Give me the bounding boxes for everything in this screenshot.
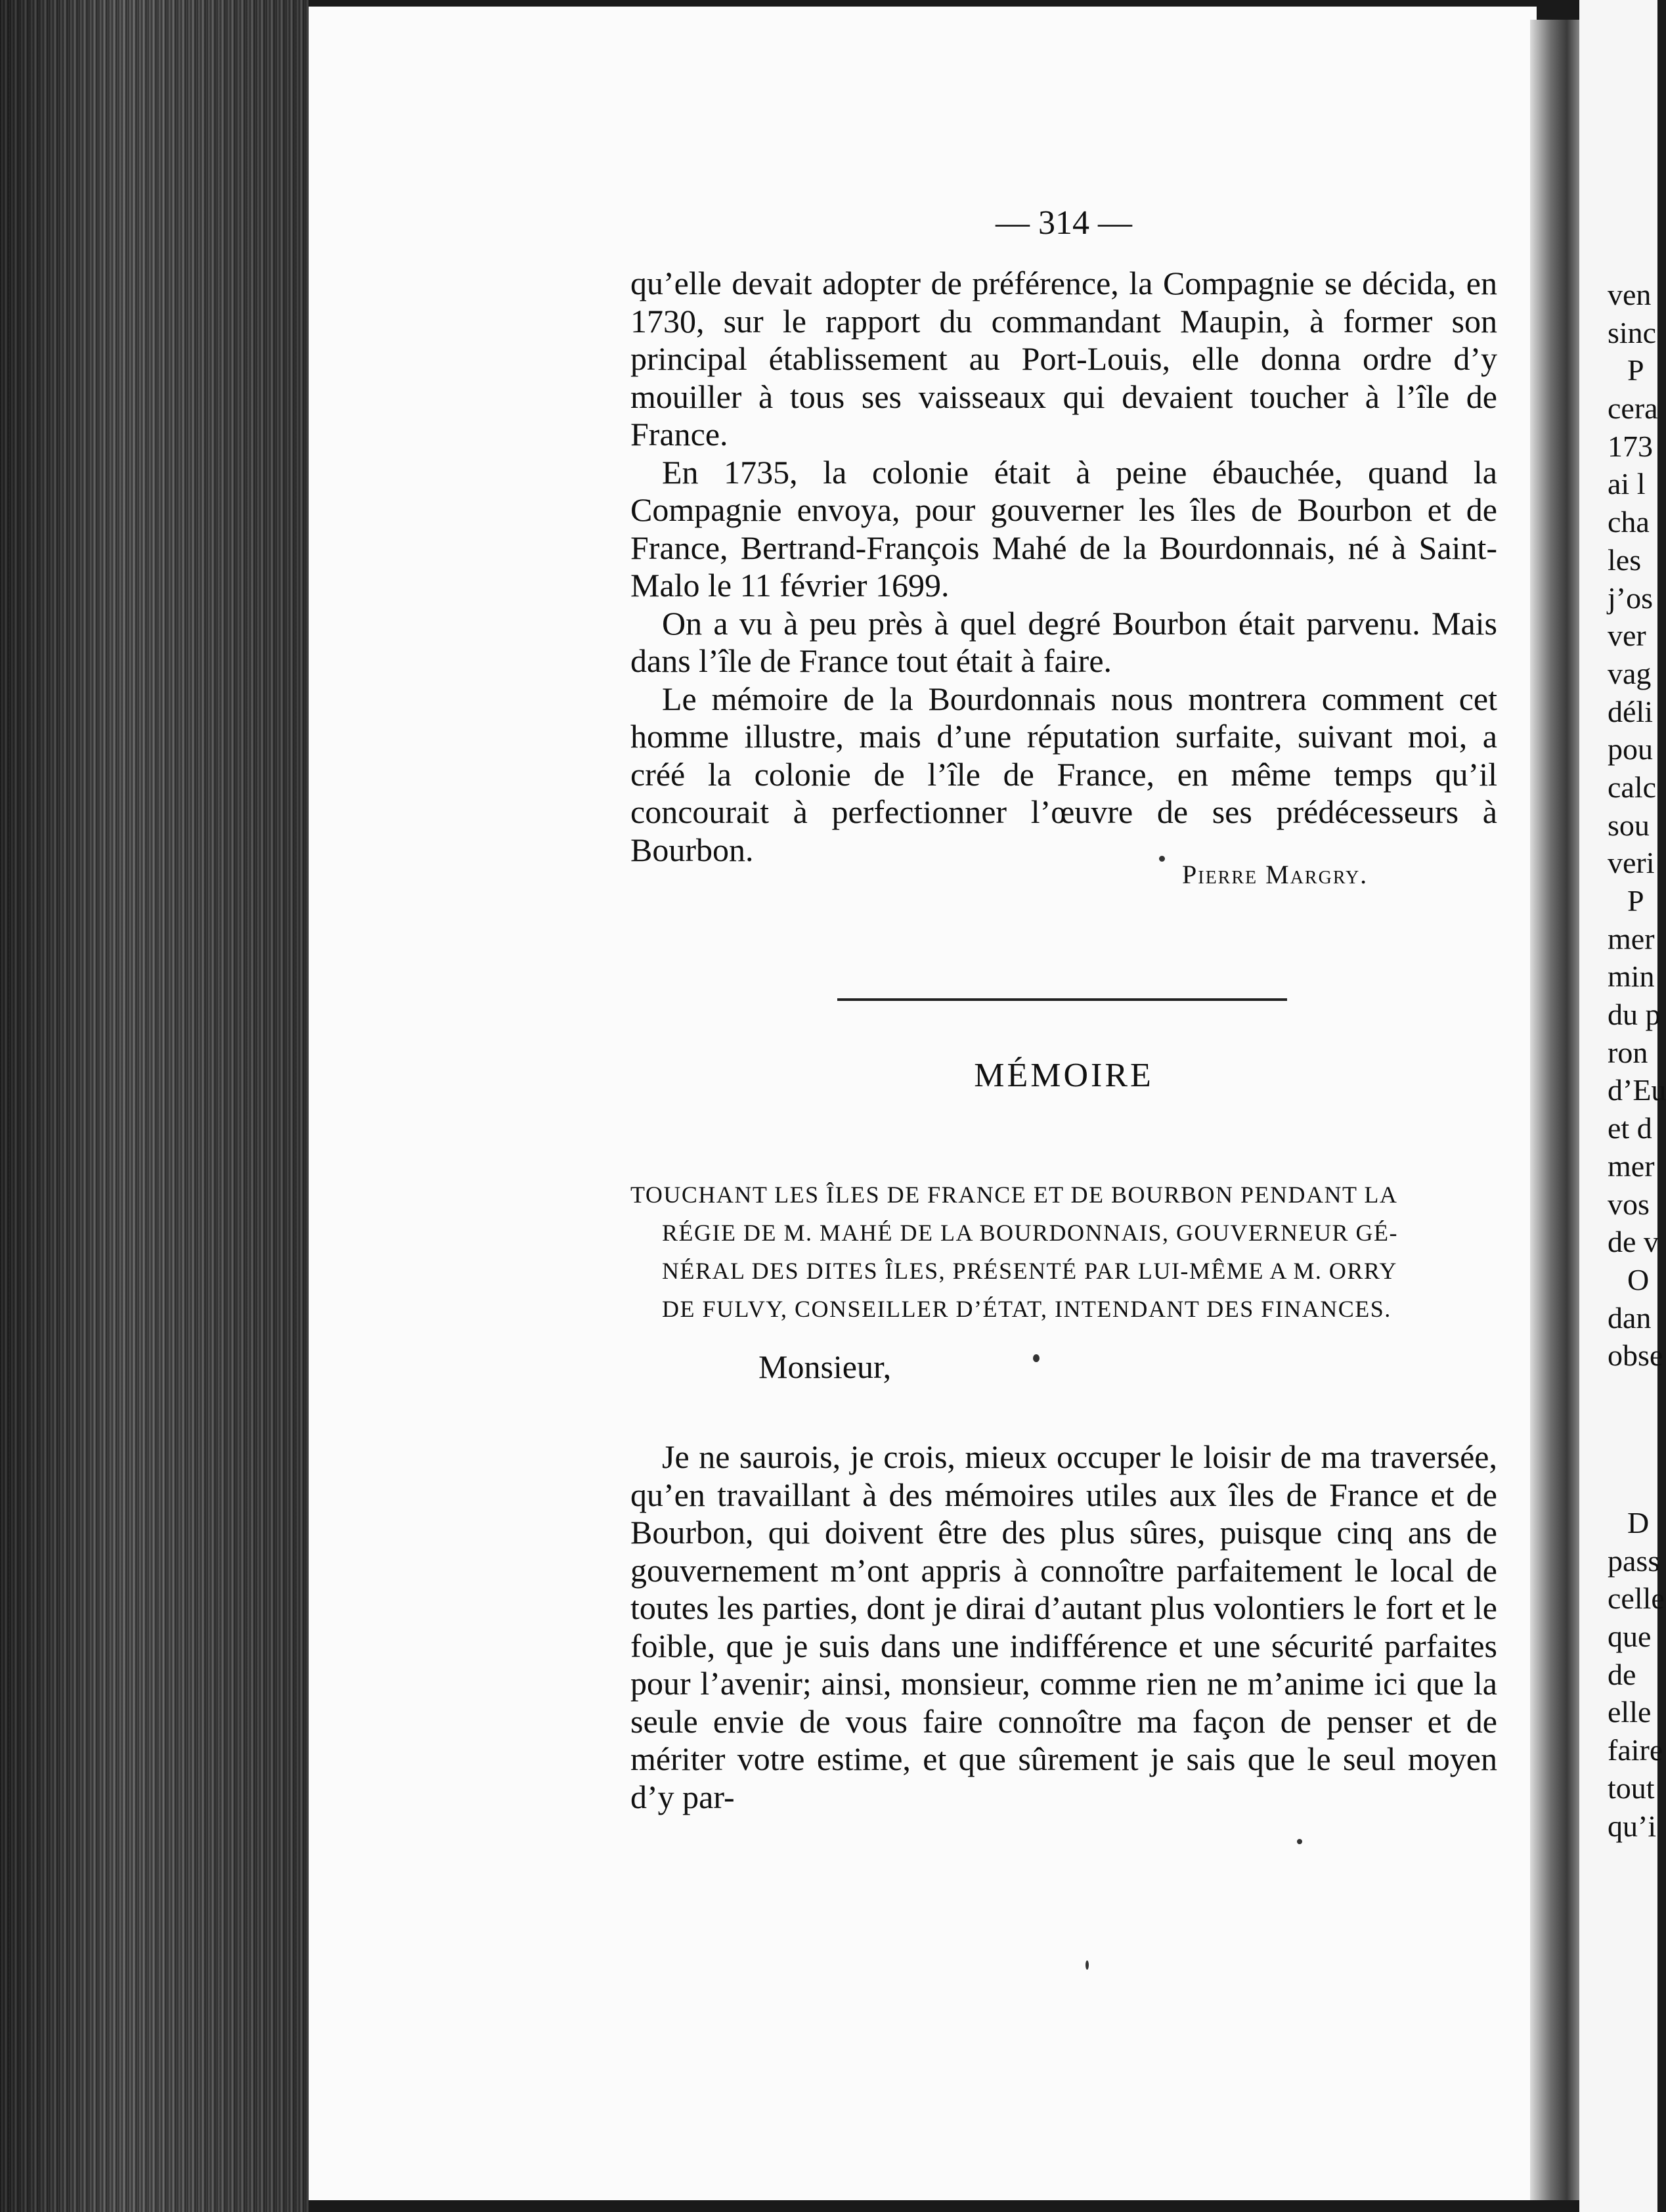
book-fore-edge	[0, 0, 309, 2212]
body-text-letter	[630, 1438, 1497, 1816]
fragment: O	[1627, 1262, 1650, 1296]
fragment: que	[1608, 1620, 1652, 1654]
book-gutter	[1530, 20, 1583, 2200]
fragment: déli	[1608, 694, 1653, 728]
subtitle-line: DE FULVY, CONSEILLER D’ÉTAT, INTENDANT DES FINANCES.	[662, 1296, 1392, 1322]
fragment: vos	[1608, 1187, 1650, 1221]
fragment: obse	[1608, 1338, 1663, 1373]
section-title: MÉMOIRE	[974, 1057, 1154, 1094]
fragment: de	[1608, 1657, 1636, 1691]
fragment: ven	[1608, 278, 1652, 311]
fragment: et d	[1608, 1111, 1652, 1145]
fragment: min	[1608, 960, 1655, 994]
fragment: qu’i	[1608, 1809, 1657, 1843]
fragment: cera	[1608, 391, 1658, 426]
fragment: ron	[1608, 1035, 1648, 1069]
fragment: elle	[1608, 1695, 1652, 1729]
fragment: pou	[1608, 732, 1653, 766]
ink-speck	[1085, 1960, 1089, 1970]
ink-speck	[1159, 856, 1165, 862]
fragment: P	[1627, 353, 1644, 387]
subtitle-line: NÉRAL DES DITES ÎLES, PRÉSENTÉ PAR LUI-MÊME A M. ORRY	[662, 1258, 1397, 1284]
paragraph: Je ne saurois, je crois, mieux occuper le loisir de ma traversée, qu’en travaillant à des mémoires utiles aux îles de France et de Bourbon, qui doivent être des plus sûres, puisque cinq ans de gouvernement m’ont appris à connoître parfaitement le local de toutes les parties, dont je dirai d’autant plus volontiers le fort et le foible, que je suis dans une indifférence et une sécurité parfaites pour l’avenir; ainsi, monsieur, comme rien ne m’anime ici que la seule envie de vous faire connoître ma façon de penser et de mériter votre estime, et que sûrement je sais que le seul moyen d’y par-	[630, 1438, 1497, 1815]
fragment: pass	[1608, 1543, 1660, 1578]
fragment: calc	[1608, 770, 1657, 804]
fragment: cha	[1608, 505, 1650, 539]
ink-speck	[1297, 1839, 1302, 1844]
paragraph: On a vu à peu près à quel degré Bourbon était parvenu. Mais dans l’île de France tout était à faire.	[630, 604, 1497, 679]
page-number: — 314 —	[996, 204, 1132, 242]
fragment: dan	[1608, 1300, 1652, 1335]
salutation: Monsieur,	[758, 1348, 892, 1385]
right-page-fragments-bottom	[1608, 1504, 1665, 1845]
fragment: sou	[1608, 808, 1650, 842]
fragment: ver	[1608, 619, 1646, 653]
section-subtitle	[630, 1176, 1497, 1328]
fragment: j’os	[1608, 581, 1653, 615]
fragment: tout	[1608, 1771, 1655, 1805]
right-page-fragments-top	[1608, 276, 1666, 1375]
fragment: 173	[1608, 429, 1653, 463]
fragment: ai l	[1608, 467, 1646, 501]
fragment: veri	[1608, 846, 1655, 880]
paragraph: En 1735, la colonie était à peine ébauchée, quand la Compagnie envoya, pour gouverner les îles de Bourbon et de France, Bertrand-François Mahé de la Bourdonnais, né à Saint-Malo le 11 février 1699.	[630, 453, 1497, 604]
fragment: D	[1627, 1506, 1650, 1539]
fragment: vag	[1608, 656, 1652, 690]
fragment: faire	[1608, 1733, 1663, 1767]
fragment: mer	[1608, 1149, 1655, 1183]
author-signature: Pierre Margry.	[1182, 860, 1369, 889]
fragment: mer	[1608, 921, 1655, 956]
fragment: les	[1608, 542, 1642, 577]
ink-speck	[1033, 1354, 1040, 1362]
paragraph: qu’elle devait adopter de préférence, la Compagnie se décida, en 1730, sur le rapport du commandant Maupin, à former son principal établissement au Port-Louis, elle donna ordre d’y mouiller à tous ses vaisseaux qui devaient toucher à l’île de France.	[630, 265, 1497, 453]
subtitle-line: RÉGIE DE M. MAHÉ DE LA BOURDONNAIS, GOUVERNEUR GÉ-	[662, 1220, 1398, 1246]
subtitle-line: TOUCHANT LES ÎLES DE FRANCE ET DE BOURBON PENDANT LA	[630, 1182, 1398, 1208]
section-divider	[837, 998, 1287, 1001]
body-text-top	[630, 265, 1497, 869]
fragment: P	[1627, 884, 1644, 918]
paragraph: Le mémoire de la Bourdonnais nous montrera comment cet homme illustre, mais d’une réputation surfaite, suivant moi, a créé la colonie de l’île de France, en même temps qu’il concourait à perfectionner l’œuvre de ses prédécesseurs à Bourbon.	[630, 680, 1497, 868]
fragment: d’Eu	[1608, 1073, 1666, 1107]
fragment: de v	[1608, 1225, 1659, 1259]
fragment: sinc	[1608, 315, 1657, 349]
fragment: du p	[1608, 998, 1661, 1032]
fragment: celle	[1608, 1582, 1665, 1616]
